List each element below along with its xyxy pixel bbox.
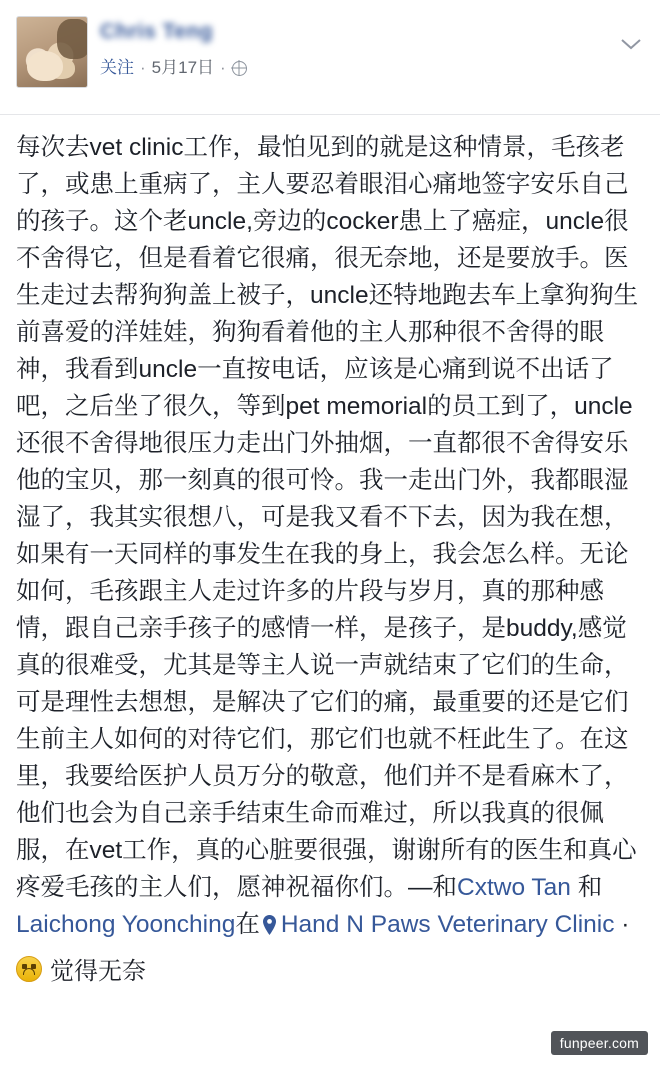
watermark: funpeer.com bbox=[551, 1031, 648, 1055]
frowning-face-mouth bbox=[23, 968, 35, 975]
post-feeling-label: 觉得无奈 bbox=[50, 958, 146, 985]
post-author-name[interactable]: Chris Teng bbox=[100, 20, 214, 43]
post-at-word: 在 bbox=[235, 911, 260, 938]
meta-separator-2: · bbox=[220, 58, 226, 77]
tagged-friend-2[interactable]: Laichong Yoonching bbox=[16, 911, 236, 938]
post-date[interactable]: 5月17日 bbox=[151, 58, 215, 77]
post-trailing-dot: · bbox=[621, 911, 630, 938]
globe-icon[interactable] bbox=[232, 61, 247, 76]
post-meta bbox=[100, 58, 644, 78]
avatar-photo-detail-dark bbox=[57, 19, 88, 59]
post-location-name[interactable]: Hand N Paws Veterinary Clinic bbox=[280, 911, 615, 938]
post-message bbox=[0, 115, 660, 943]
bottom-edge bbox=[0, 1067, 660, 1075]
location-pin-icon bbox=[261, 910, 278, 932]
follow-button[interactable]: 关注 bbox=[100, 58, 134, 77]
tagged-friend-1[interactable]: Cxtwo Tan bbox=[457, 874, 571, 901]
post-header bbox=[0, 0, 660, 108]
meta-separator-1: · bbox=[140, 58, 146, 77]
post-tag-with-1: 和 bbox=[432, 874, 457, 901]
avatar-photo-detail-light bbox=[27, 51, 63, 81]
post-message-text: 每次去vet clinic工作，最怕见到的就是这种情景，毛孩老了，或患上重病了，主人要忍着眼泪心痛地签字安乐自己的孩子。这个老uncle,旁边的cocker患上了癌症，uncle很不舍得它，但是看着它很痛，很无奈地，还是要放手。医生走过去帮狗狗盖上被子，uncle还特地跑去车上拿狗狗生前喜爱的洋娃娃，狗狗看着他的主人那种很不舍得的眼神，我看到uncle一直按电话，应该是心痛到说不出话了吧，之后坐了很久，等到pet memorial的员工到了，uncle还很不舍得地很压力走出门外抽烟，一直都很不舍得安乐他的宝贝，那一刻真的很可怜。我一走出门外，我都眼湿湿了，我其实很想八，可是我又看不下去，因为我在想，如果有一天同样的事发生在我的身上，我会怎么样。无论如何，毛孩跟主人走过许多的片段与岁月，真的那种感情，跟自己亲手孩子的感情一样，是孩子，是buddy,感觉真的很难受，尤其是等主人说一声就结束了它们的生命，可是理性去想想，是解决了它们的痛，最重要的还是它们生前主人如何的对待它们，那它们也就不枉此生了。在这里，我要给医护人员万分的敬意，他们并不是看麻木了，他们也会为自己亲手结束生命而难过，所以我真的很佩服，在vet工作，真的心脏要很强，谢谢所有的医生和真心疼爱毛孩的主人们，愿神祝福你们。 bbox=[16, 134, 639, 901]
post-header-text bbox=[100, 16, 644, 78]
chevron-down-icon[interactable] bbox=[618, 34, 644, 54]
avatar[interactable] bbox=[16, 16, 88, 88]
post-tag-dash: — bbox=[408, 874, 433, 901]
post-tag-with-2: 和 bbox=[577, 874, 603, 901]
post-feeling bbox=[0, 951, 660, 986]
frowning-face-icon bbox=[16, 956, 42, 982]
